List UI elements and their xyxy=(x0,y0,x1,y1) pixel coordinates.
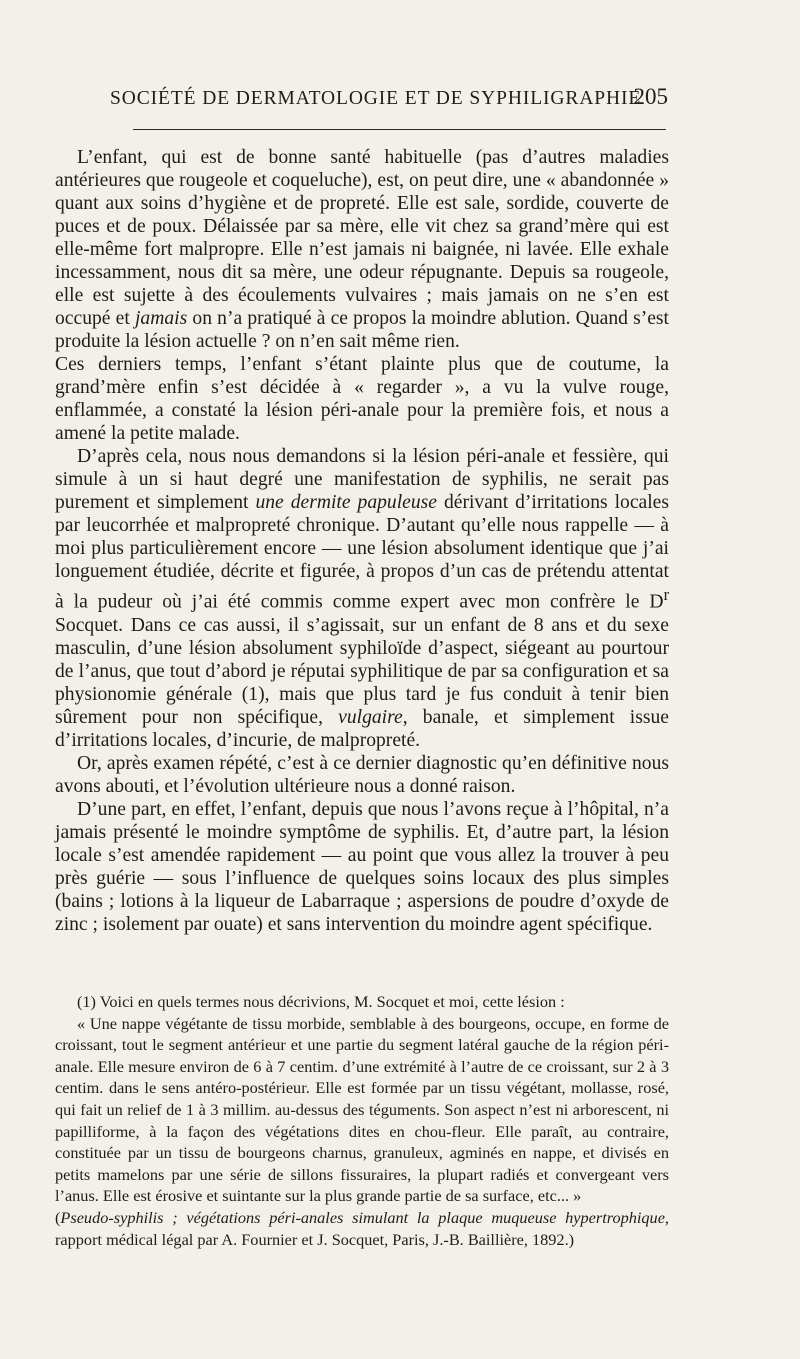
page-number: 205 xyxy=(633,84,668,109)
page-header xyxy=(110,84,668,118)
header-rule xyxy=(133,129,666,130)
footnote xyxy=(55,991,669,1250)
paragraph-1: L’enfant, qui est de bonne santé habituelle (pas d’autres maladies antérieures que rougeole et coqueluche), est, on peut dire, une « abandonnée » quant aux soins d’hygiène et de propreté. Elle est sale, sordide, couverte de puces et de poux. Délaissée par sa mère, elle vit chez sa grand’mère qui est elle-même fort malpropre. Elle n’est jamais ni baignée, ni lavée. Elle exhale incessamment, nous dit sa mère, une odeur répugnante. Depuis sa rougeole, elle est sujette à des écoulements vulvaires ; mais jamais on ne s’en est occupé et jamais on n’a pratiqué à ce propos la moindre ablution. Quand s’est produite la lésion actuelle ? on n’en sait même rien. xyxy=(55,147,670,353)
paragraph-1-continued: Ces derniers temps, l’enfant s’étant plainte plus que de coutume, la grand’mère enfin s’est décidée à « regarder », a vu la vulve rouge, enflammée, a constaté la lésion péri-anale pour la première fois, et nous a amené la petite malade. xyxy=(55,354,669,445)
running-head: SOCIÉTÉ DE DERMATOLOGIE ET DE SYPHILIGRAPHIE xyxy=(110,88,642,109)
paragraph-3: Or, après examen répété, c’est à ce dernier diagnostic qu’en définitive nous avons abouti, et l’évolution ultérieure nous a donné raison. xyxy=(55,752,669,797)
footnote-intro: (1) Voici en quels termes nous décrivions, M. Socquet et moi, cette lésion : xyxy=(77,992,565,1011)
footnote-citation: (Pseudo-syphilis ; végétations péri-anales simulant la plaque muqueuse hypertrophique, rapport médical légal par A. Fournier et J. Socquet, Paris, J.-B. Baillière, 1892.) xyxy=(55,1207,669,1249)
footnote-quote: « Une nappe végétante de tissu morbide, semblable à des bourgeons, occupe, en forme de croissant, tout le segment antérieur et une partie du segment latéral gauche de la région péri-anale. Elle mesure environ de 6 à 7 centim. d’une extrémité à l’autre de ce croissant, sur 2 à 3 centim. dans le sens antéro-postérieur. Elle est formée par un tissu végétant, mollasse, rosé, qui fait un relief de 1 à 3 millim. au-dessus des téguments. Son aspect n’est ni arborescent, ni papilliforme, à la façon des végétations dites en chou-fleur. Elle paraît, au contraire, constituée par un tissu de bourgeons charnus, granuleux, agminés en nappe, et divisés en petits mamelons par une série de sillons fissuraires, la plupart radiés et convergeant vers l’anus. Elle est érosive et suintante sur la plus grande partie de sa surface, etc... » xyxy=(55,1013,669,1206)
paragraph-2: D’après cela, nous nous demandons si la lésion péri-anale et fessière, qui simule à un si haut degré une manifestation de syphilis, ne serait pas purement et simplement une dermite papuleuse dérivant d’irritations locales par leucorrhée et malpropreté chronique. D’autant qu’elle nous rappelle — à moi plus particulièrement encore — une lésion absolument identique que j’ai longuement étudiée, décrite et figurée, à propos d’un cas de prétendu attentat à la pudeur où j’ai été commis comme expert avec mon confrère le $D^r$ Socquet. Dans ce cas aussi, il s’agissait, sur un enfant de 8 ans et du sexe masculin, d’une lésion absolument syphiloïde d’aspect, siégeant au pourtour de l’anus, que tout d’abord je réputai syphilitique de par sa configuration et sa physionomie générale (1), mais que plus tard je fus conduit à tenir bien sûrement pour non spécifique, vulgaire, banale, et simplement issue d’irritations locales, d’incurie, de malpropreté. xyxy=(55,446,669,751)
main-text xyxy=(55,146,669,936)
paragraph-4: D’une part, en effet, l’enfant, depuis que nous l’avons reçue à l’hôpital, n’a jamais présenté le moindre symptôme de syphilis. Et, d’autre part, la lésion locale s’est amendée rapidement — au point que vous allez la trouver à peu près guérie — sous l’influence de quelques soins locaux des plus simples (bains ; lotions à la liqueur de Labarraque ; aspersions de poudre d’oxyde de zinc ; isolement par ouate) et sans intervention du moindre agent spécifique. xyxy=(55,798,669,936)
